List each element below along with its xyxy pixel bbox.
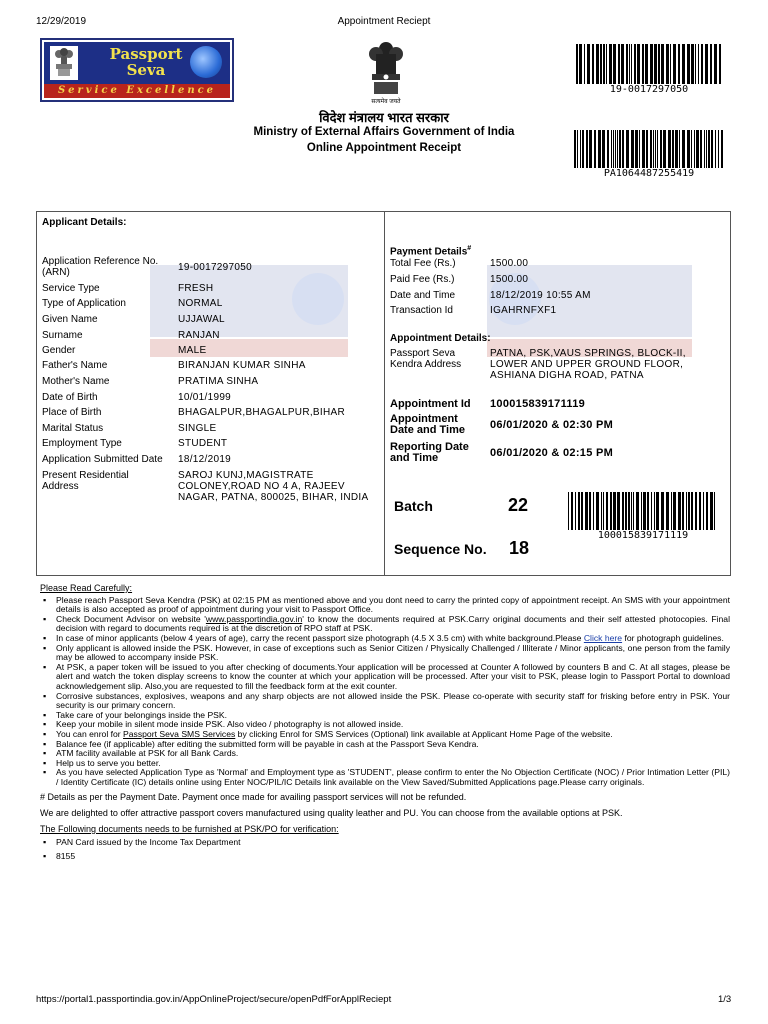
barcode-bar bbox=[629, 44, 630, 84]
place-of-birth-label: Place of Birth bbox=[42, 407, 102, 418]
receipt-title: Online Appointment Receipt bbox=[306, 142, 462, 154]
appointment-id-label: Appointment Id bbox=[390, 398, 471, 410]
paid-fee-value: 1500.00 bbox=[490, 274, 529, 285]
barcode-bar bbox=[708, 130, 710, 168]
barcode-bar bbox=[679, 130, 680, 168]
ministry-english: Ministry of External Affairs Government of India bbox=[253, 126, 515, 138]
barcode-bar bbox=[682, 492, 684, 530]
barcode-bar bbox=[592, 44, 594, 84]
barcode-bar bbox=[589, 492, 591, 530]
list-item: ▪ Corrosive substances, explosives, weapons and any sharp objects are not allowed inside the PSK. Please co-operate with security staff for frisking before entry in PSK. Your security is our primary concern. bbox=[56, 692, 730, 711]
barcode-bar bbox=[655, 130, 656, 168]
barcode-bar bbox=[653, 130, 654, 168]
instructions-list bbox=[40, 596, 730, 788]
list-item-text: for photograph guidelines. bbox=[622, 632, 724, 643]
barcode-bar bbox=[636, 492, 639, 530]
barcode-bar bbox=[606, 492, 608, 530]
barcode-bar bbox=[603, 492, 604, 530]
list-item: ▪ Only applicant is allowed inside the PSK. However, in case of exceptions such as Senior Citizen / Physically Challenged / Illiterate / Minor applicants, one person from the family may be allowed to accompany inside PSK. bbox=[56, 644, 730, 663]
barcode-bar bbox=[631, 44, 632, 84]
documents-heading: The Following documents needs to be furnished at PSK/PO for verification: bbox=[40, 823, 339, 834]
documents-list bbox=[40, 838, 730, 861]
submitted-date-label: Application Submitted Date bbox=[42, 454, 163, 465]
barcode-bar bbox=[711, 130, 713, 168]
barcode-bar bbox=[654, 492, 655, 530]
barcode-bar bbox=[575, 492, 576, 530]
barcode-bar bbox=[610, 492, 612, 530]
emblem-motto: सत्यमेव जयते bbox=[371, 99, 401, 105]
list-item-text: In case of minor applicants (below 4 years of age), carry the recent passport size photograph (4.5 X 3.5 cm) with white background.Please bbox=[56, 632, 584, 643]
barcode-bar bbox=[622, 130, 624, 168]
barcode-bar bbox=[596, 44, 599, 84]
barcode-bar bbox=[651, 492, 652, 530]
payment-heading bbox=[390, 243, 471, 257]
list-item: ▪ Help us to serve you better. bbox=[56, 759, 730, 769]
passportindia-link[interactable]: www.passportindia.gov.in bbox=[205, 613, 303, 624]
barcode-bar bbox=[639, 130, 640, 168]
list-item: ▪ Balance fee (if applicable) after editing the submitted form will be payable in cash at the Passport Seva Kendra. bbox=[56, 740, 730, 750]
barcode-bar bbox=[613, 130, 614, 168]
logo-line2: Seva bbox=[126, 61, 166, 79]
barcode-bar bbox=[607, 130, 609, 168]
barcode-bar bbox=[626, 130, 629, 168]
mother-name-label: Mother's Name bbox=[42, 376, 110, 387]
barcode-bar bbox=[571, 492, 573, 530]
barcode-bar bbox=[688, 492, 690, 530]
applicant-heading: Applicant Details: bbox=[42, 217, 127, 228]
barcode-bar bbox=[673, 44, 676, 84]
appointment-id-value: 100015839171119 bbox=[490, 398, 586, 410]
appointment-heading: Appointment Details: bbox=[390, 333, 491, 344]
barcode-bar bbox=[719, 44, 721, 84]
barcode-bar bbox=[701, 44, 703, 84]
barcode-bar bbox=[584, 44, 585, 84]
barcode-bar bbox=[705, 44, 708, 84]
barcode-bar bbox=[691, 492, 693, 530]
barcode-bar bbox=[714, 492, 715, 530]
barcode-bar bbox=[642, 130, 645, 168]
pa-barcode bbox=[574, 130, 724, 179]
barcode-bar bbox=[703, 492, 704, 530]
barcode-bar bbox=[633, 492, 634, 530]
instructions bbox=[40, 584, 730, 861]
barcode-bar bbox=[625, 492, 627, 530]
print-url: https://portal1.passportindia.gov.in/AppOnlineProject/secure/openPdfForApplReciept bbox=[36, 994, 392, 1005]
barcode-bar bbox=[611, 130, 612, 168]
barcode-bar bbox=[706, 492, 708, 530]
barcode-bar bbox=[631, 130, 634, 168]
appointment-datetime-value: 06/01/2020 & 02:30 PM bbox=[490, 419, 614, 431]
barcode-bar bbox=[621, 44, 624, 84]
appointment-datetime-label: Appointment Date and Time bbox=[390, 413, 465, 436]
reporting-datetime-value: 06/01/2020 & 02:15 PM bbox=[490, 447, 614, 459]
employment-type-label: Employment Type bbox=[42, 438, 122, 449]
barcode-bar bbox=[626, 44, 628, 84]
photo-guidelines-link[interactable]: Click here bbox=[583, 632, 623, 643]
barcode-bar bbox=[658, 44, 660, 84]
logo-line1: Passport bbox=[109, 45, 183, 63]
barcode-bar bbox=[634, 44, 636, 84]
barcode-bar bbox=[650, 44, 653, 84]
appointment-barcode-image bbox=[568, 492, 718, 530]
barcode-bar bbox=[721, 130, 723, 168]
address-label: Present Residential Address bbox=[42, 470, 129, 492]
barcode-bar bbox=[578, 492, 580, 530]
barcode-bar bbox=[700, 130, 702, 168]
passport-seva-logo bbox=[40, 38, 234, 102]
sequence-value: 18 bbox=[509, 538, 530, 558]
barcode-bar bbox=[666, 492, 669, 530]
barcode-bar bbox=[660, 130, 662, 168]
list-item: ▪ Take care of your belongings inside the PSK. bbox=[56, 711, 730, 721]
ashoka-emblem-icon bbox=[366, 40, 406, 98]
marital-status-value: SINGLE bbox=[178, 423, 217, 434]
sequence-label: Sequence No. bbox=[394, 541, 487, 557]
list-item-text: You can enrol for bbox=[56, 728, 124, 739]
arn-value: 19-0017297050 bbox=[178, 262, 252, 273]
barcode-bar bbox=[596, 492, 599, 530]
print-page-number: 1/3 bbox=[718, 994, 732, 1005]
list-item: ▪ At PSK, a paper token will be issued to you after checking of documents.Your application will be processed at Counter A followed by counters B and C. At all stages, please be alert and watch the token display screens to know the counter at which your application will be processed. After your visit to PSK, please login to Passport Portal to download acknowledgement slip. Also,you are requested to fill the feedback form at the exit counter. bbox=[56, 663, 730, 692]
batch-label: Batch bbox=[394, 498, 433, 514]
barcode-bar bbox=[576, 44, 578, 84]
barcode-bar bbox=[695, 44, 696, 84]
arn-barcode-image bbox=[576, 44, 722, 84]
appointment-barcode-text: 100015839171119 bbox=[597, 530, 689, 541]
barcode-bar bbox=[687, 44, 690, 84]
transaction-id-label: Transaction Id bbox=[390, 305, 453, 316]
barcode-bar bbox=[699, 492, 701, 530]
surname-label: Surname bbox=[42, 330, 83, 341]
sms-services-link[interactable]: Passport Seva SMS Services bbox=[123, 728, 236, 739]
ministry-hindi: विदेश मंत्रालय भारत सरकार bbox=[319, 110, 449, 125]
barcode-bar bbox=[661, 44, 664, 84]
payment-note: # Details as per the Payment Date. Payment once made for availing passport services will not be refunded. bbox=[40, 792, 467, 803]
barcode-bar bbox=[686, 492, 687, 530]
payment-heading-mark: # bbox=[467, 245, 472, 252]
details-divider bbox=[384, 211, 385, 576]
barcode-bar bbox=[691, 130, 692, 168]
service-type-label: Service Type bbox=[42, 283, 100, 294]
barcode-bar bbox=[618, 44, 620, 84]
barcode-bar bbox=[637, 44, 640, 84]
barcode-bar bbox=[715, 130, 716, 168]
batch-value: 22 bbox=[508, 495, 529, 515]
payment-datetime-label: Date and Time bbox=[390, 290, 456, 301]
mother-name-value: PRATIMA SINHA bbox=[178, 376, 259, 387]
barcode-bar bbox=[622, 492, 624, 530]
service-type-value: FRESH bbox=[178, 283, 214, 294]
barcode-bar bbox=[668, 130, 671, 168]
place-of-birth-value: BHAGALPUR,BHAGALPUR,BIHAR bbox=[178, 407, 345, 418]
list-item-text: ' to know the documents required at PSK.Carry original documents and their self attested photocopies. Final decision with regard to documents required is at the discretion of RPO staff at PSK. bbox=[56, 613, 730, 634]
application-type-value: NORMAL bbox=[178, 298, 223, 309]
list-item: ▪ As you have selected Application Type as 'Normal' and Employment type as 'STUDENT', please confirm to enter the No Objection Certificate (NOC) / Prior Intimation Letter (PIL) / Identity Certificate (IC) details online using Enter NOC/PIL/IC Details link available on the View Saved/Submitted Applications page.Please carry originals. bbox=[56, 768, 730, 787]
list-item-text: Check Document Advisor on website ' bbox=[56, 613, 206, 624]
marital-status-label: Marital Status bbox=[42, 423, 104, 434]
reporting-datetime-label: Reporting Date and Time bbox=[390, 441, 469, 464]
barcode-bar bbox=[613, 44, 616, 84]
barcode-bar bbox=[593, 492, 594, 530]
barcode-bar bbox=[672, 130, 674, 168]
watermark-logo-left bbox=[150, 265, 348, 357]
barcode-bar bbox=[666, 44, 669, 84]
barcode-bar bbox=[643, 492, 646, 530]
barcode-bar bbox=[670, 44, 671, 84]
globe-icon bbox=[190, 46, 222, 78]
barcode-bar bbox=[675, 130, 678, 168]
barcode-bar bbox=[617, 492, 620, 530]
barcode-bar bbox=[646, 130, 648, 168]
total-fee-value: 1500.00 bbox=[490, 258, 529, 269]
barcode-bar bbox=[718, 130, 719, 168]
barcode-bar bbox=[589, 130, 592, 168]
barcode-bar bbox=[609, 44, 612, 84]
arn-label: Application Reference No. (ARN) bbox=[42, 256, 159, 278]
covers-note: We are delighted to offer attractive passport covers manufactured using quality leather and PU. You can choose from the available options at PSK. bbox=[40, 808, 623, 819]
barcode-bar bbox=[577, 130, 578, 168]
list-item: ▪ PAN Card issued by the Income Tax Department bbox=[56, 838, 730, 848]
print-title: Appointment Reciept bbox=[337, 16, 431, 27]
dob-label: Date of Birth bbox=[42, 392, 98, 403]
barcode-bar bbox=[654, 44, 657, 84]
barcode-bar bbox=[587, 44, 590, 84]
barcode-bar bbox=[650, 130, 652, 168]
list-item-text: by clicking Enrol for SMS Services (Optional) link available at Applicant Home Page of the website. bbox=[235, 728, 613, 739]
barcode-bar bbox=[631, 492, 632, 530]
national-emblem bbox=[366, 40, 406, 106]
pa-barcode-image bbox=[574, 130, 724, 168]
barcode-bar bbox=[581, 492, 583, 530]
surname-value: RANJAN bbox=[178, 330, 220, 341]
emblem-icon bbox=[50, 46, 78, 80]
barcode-bar bbox=[698, 44, 699, 84]
pa-barcode-text: PA1064487255419 bbox=[603, 168, 695, 179]
logo-tagline: Service Excellence bbox=[44, 84, 230, 98]
barcode-bar bbox=[598, 130, 601, 168]
barcode-bar bbox=[673, 492, 676, 530]
barcode-bar bbox=[603, 44, 605, 84]
gender-label: Gender bbox=[42, 345, 76, 356]
arn-barcode-text: 19-0017297050 bbox=[609, 84, 689, 95]
barcode-bar bbox=[687, 130, 690, 168]
barcode-bar bbox=[682, 44, 685, 84]
barcode-bar bbox=[656, 492, 659, 530]
barcode-bar bbox=[661, 492, 664, 530]
barcode-bar bbox=[617, 130, 618, 168]
barcode-bar bbox=[710, 492, 713, 530]
barcode-bar bbox=[619, 130, 621, 168]
address-value: SAROJ KUNJ,MAGISTRATE COLONEY,ROAD NO 4 A, RAJEEV NAGAR, PATNA, 800025, BIHAR, INDIA bbox=[178, 470, 369, 503]
given-name-label: Given Name bbox=[42, 314, 98, 325]
barcode-bar bbox=[682, 130, 685, 168]
given-name-value: UJJAWAL bbox=[178, 314, 225, 325]
list-item bbox=[56, 615, 730, 634]
list-item: ▪ Keep your mobile in silent mode inside PSK. Also video / photography is not allowed inside. bbox=[56, 720, 730, 730]
list-item: ▪ Please reach Passport Seva Kendra (PSK) at 02:15 PM as mentioned above and you dont need to carry the printed copy of appointment receipt. An SMS with your appointment details is also accepted as proof of appointment during your visit to Passport Office. bbox=[56, 596, 730, 615]
barcode-bar bbox=[586, 130, 588, 168]
barcode-bar bbox=[642, 44, 644, 84]
barcode-bar bbox=[645, 44, 648, 84]
total-fee-label: Total Fee (Rs.) bbox=[390, 258, 456, 269]
psk-address-value: PATNA, PSK,VAUS SPRINGS, BLOCK-II, LOWER AND UPPER GROUND FLOOR, ASHIANA DIGHA ROAD, PATNA bbox=[490, 348, 686, 381]
barcode-bar bbox=[647, 492, 649, 530]
barcode-bar bbox=[710, 44, 712, 84]
barcode-bar bbox=[695, 492, 697, 530]
logo-title bbox=[100, 46, 192, 78]
barcode-bar bbox=[628, 492, 630, 530]
barcode-bar bbox=[663, 130, 666, 168]
barcode-bar bbox=[704, 130, 705, 168]
father-name-label: Father's Name bbox=[42, 360, 108, 371]
barcode-bar bbox=[635, 130, 638, 168]
instructions-heading: Please Read Carefully: bbox=[40, 583, 133, 593]
barcode-bar bbox=[691, 44, 694, 84]
dob-value: 10/01/1999 bbox=[178, 392, 232, 403]
barcode-bar bbox=[585, 492, 588, 530]
barcode-bar bbox=[678, 492, 681, 530]
barcode-bar bbox=[568, 492, 569, 530]
barcode-bar bbox=[574, 130, 576, 168]
father-name-value: BIRANJAN KUMAR SINHA bbox=[178, 360, 306, 371]
transaction-id-value: IGAHRNFXF1 bbox=[490, 305, 557, 316]
gender-value: MALE bbox=[178, 345, 207, 356]
appointment-barcode bbox=[568, 492, 718, 541]
barcode-bar bbox=[602, 130, 605, 168]
barcode-bar bbox=[579, 44, 582, 84]
barcode-bar bbox=[671, 492, 672, 530]
application-type-label: Type of Application bbox=[42, 298, 126, 309]
barcode-bar bbox=[600, 44, 602, 84]
print-date: 12/29/2019 bbox=[36, 16, 87, 27]
payment-heading-text: Payment Details bbox=[390, 246, 468, 258]
psk-address-label: Passport Seva Kendra Address bbox=[390, 348, 462, 370]
payment-datetime-value: 18/12/2019 10:55 AM bbox=[490, 290, 591, 301]
barcode-bar bbox=[594, 130, 596, 168]
barcode-bar bbox=[601, 492, 602, 530]
barcode-bar bbox=[714, 44, 717, 84]
paid-fee-label: Paid Fee (Rs.) bbox=[390, 274, 455, 285]
barcode-bar bbox=[606, 44, 607, 84]
barcode-bar bbox=[657, 130, 658, 168]
barcode-bar bbox=[613, 492, 616, 530]
barcode-bar bbox=[706, 130, 707, 168]
employment-type-value: STUDENT bbox=[178, 438, 228, 449]
barcode-bar bbox=[582, 130, 584, 168]
barcode-bar bbox=[696, 130, 699, 168]
barcode-bar bbox=[580, 130, 581, 168]
arn-barcode bbox=[576, 44, 722, 95]
list-item: ▪ ATM facility available at PSK for all Bank Cards. bbox=[56, 749, 730, 759]
barcode-bar bbox=[678, 44, 680, 84]
list-item: ▪ 8155 bbox=[56, 852, 730, 862]
submitted-date-value: 18/12/2019 bbox=[178, 454, 232, 465]
barcode-bar bbox=[615, 130, 616, 168]
barcode-bar bbox=[641, 492, 642, 530]
barcode-bar bbox=[694, 130, 695, 168]
